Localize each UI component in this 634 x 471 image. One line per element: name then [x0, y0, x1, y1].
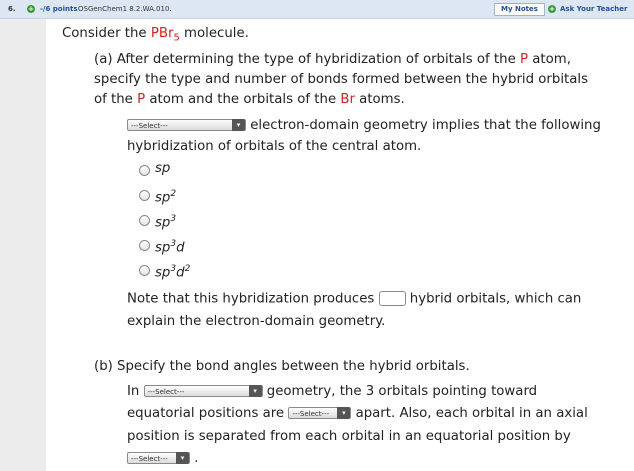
- my-notes-button[interactable]: My Notes: [494, 3, 545, 16]
- chevron-down-icon: ▾: [176, 452, 189, 464]
- option-sp2: $sp^2$: [155, 189, 177, 206]
- part-a-line3: of the P atom and the orbitals of the Br atoms.: [94, 92, 405, 107]
- expand-icon[interactable]: +: [28, 5, 34, 13]
- chevron-down-icon: ▾: [232, 119, 245, 131]
- radio-sp3d2[interactable]: [139, 265, 150, 276]
- intro-line: Consider the PBr$_5$ molecule.: [62, 26, 249, 44]
- radio-sp3d[interactable]: [139, 240, 150, 251]
- note-line2: explain the electron-domain geometry.: [127, 314, 386, 329]
- question-header: [0, 0, 634, 19]
- radio-sp2[interactable]: [139, 190, 150, 201]
- part-b-line3: equatorial positions are ---Select--- ▾ apart. Also, each orbital in an axial: [127, 406, 588, 421]
- molecule-formula: PBr$_5$: [150, 26, 180, 44]
- orbital-count-input[interactable]: [379, 291, 406, 306]
- part-a-line1: (a) After determining the type of hybridization of orbitals of the P atom,: [94, 52, 571, 67]
- option-sp: sp: [155, 161, 171, 176]
- chevron-down-icon: ▾: [249, 385, 262, 397]
- part-b-line5: ---Select--- ▾ .: [127, 451, 198, 467]
- points-label: -/6 points: [40, 5, 78, 13]
- part-a-line5: hybridization of orbitals of the central atom.: [127, 139, 422, 154]
- axial-angle-select[interactable]: ---Select--- ▾: [127, 452, 190, 464]
- option-sp3d2: $sp^3d^2$: [155, 264, 191, 281]
- part-a-line2: specify the type and number of bonds formed between the hybrid orbitals: [94, 72, 588, 87]
- question-number: 6.: [8, 5, 16, 13]
- note-line1: Note that this hybridization produces hybrid orbitals, which can: [127, 291, 582, 307]
- option-sp3: $sp^3$: [155, 214, 177, 231]
- geometry-select-b[interactable]: ---Select--- ▾: [144, 385, 263, 397]
- ask-teacher-plus-icon[interactable]: +: [549, 5, 555, 13]
- equatorial-angle-select[interactable]: ---Select--- ▾: [288, 407, 351, 419]
- option-sp3d: $sp^3d$: [155, 239, 185, 256]
- chevron-down-icon: ▾: [337, 407, 350, 419]
- part-a-geometry-line: ---Select--- ▾ electron-domain geometry implies that the following: [127, 118, 601, 134]
- radio-sp3[interactable]: [139, 215, 150, 226]
- part-b-line2: In ---Select--- ▾ geometry, the 3 orbitals pointing toward: [127, 384, 538, 399]
- part-b-line1: (b) Specify the bond angles between the hybrid orbitals.: [94, 359, 470, 374]
- problem-code: OSGenChem1 8.2.WA.010.: [78, 5, 172, 13]
- part-b-line4: position is separated from each orbital in an equatorial position by: [127, 429, 571, 444]
- radio-sp[interactable]: [139, 165, 150, 176]
- left-gutter: [0, 19, 46, 471]
- geometry-select-a[interactable]: ---Select--- ▾: [127, 119, 246, 131]
- ask-teacher-link[interactable]: Ask Your Teacher: [560, 5, 628, 13]
